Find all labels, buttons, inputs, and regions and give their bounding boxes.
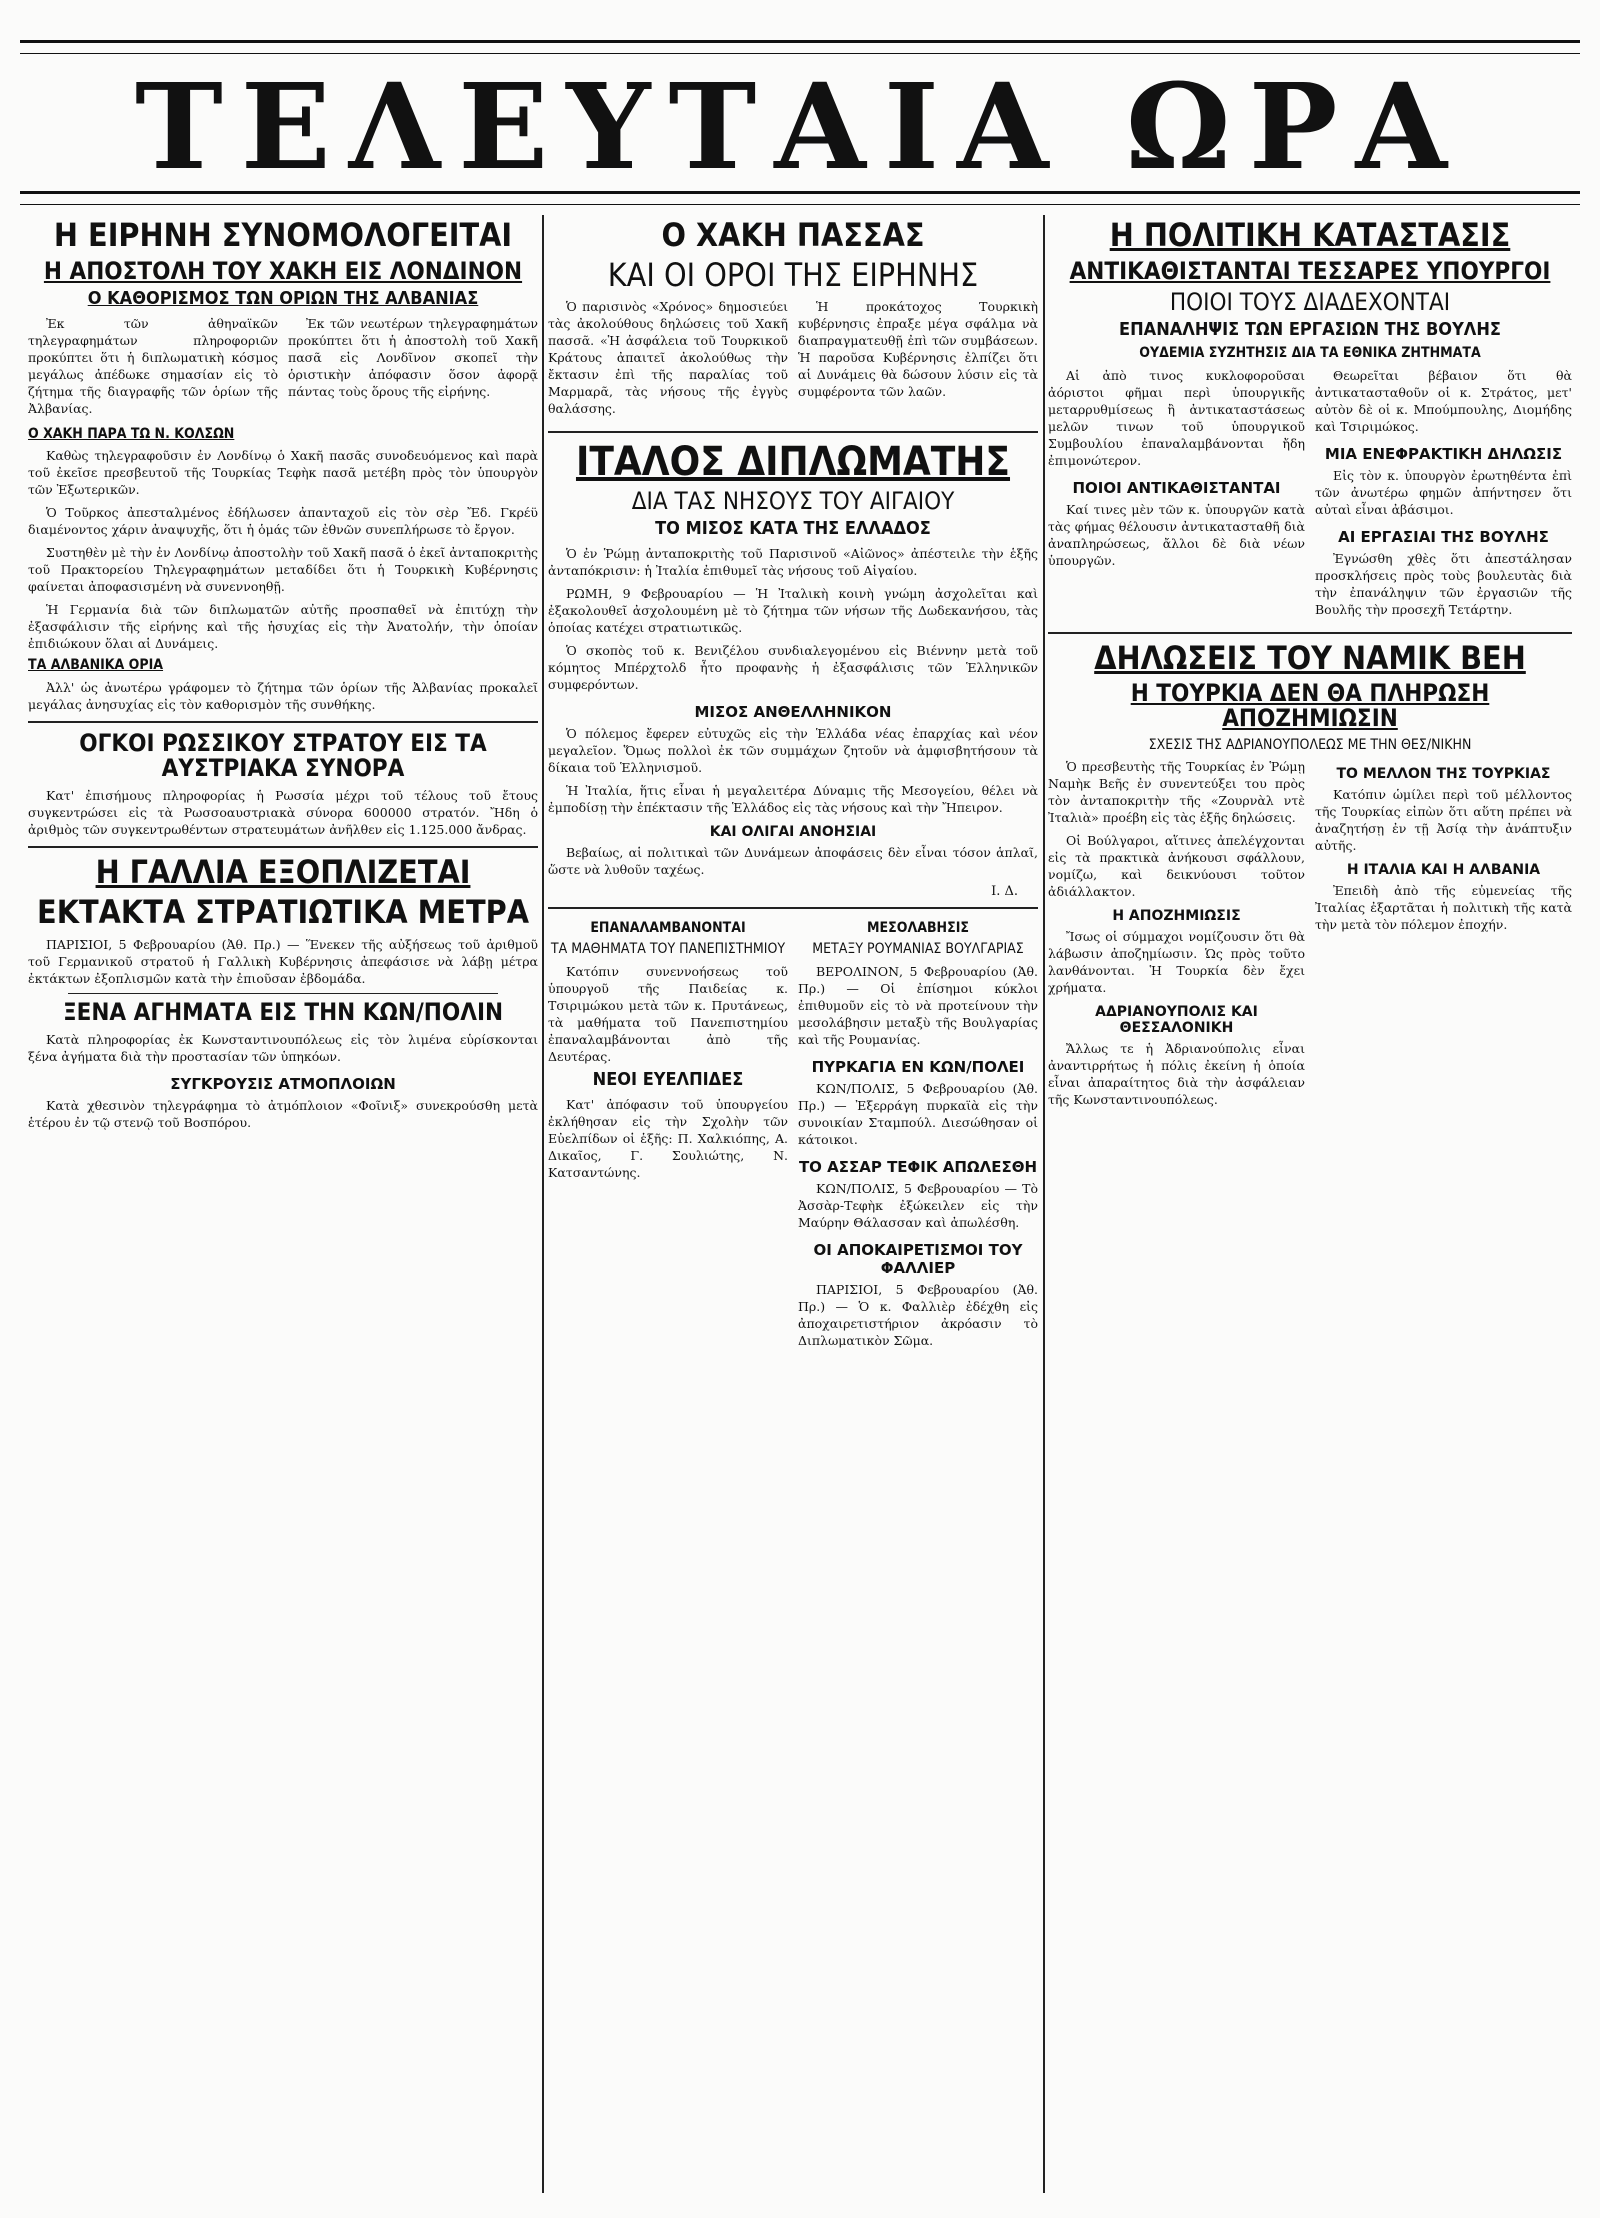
article-paragraph: Θεωρεῖται βέβαιον ὅτι θὰ ἀντικατασταθοῦν οἱ κ. Στράτος, μετ' αὐτὸν δὲ οἱ κ. Μπούμπουλης, Διομήδης καὶ Τσιριμώκος. — [1315, 367, 1572, 434]
section-heading: Η ΑΠΟΖΗΜΙΩΣΙΣ — [1112, 908, 1241, 925]
subheadline: ΤΟ ΜΙΣΟΣ ΚΑΤΑ ΤΗΣ ΕΛΛΑΔΟΣ — [655, 518, 931, 540]
masthead-rule-top — [20, 40, 1580, 54]
section-heading: ΣΥΓΚΡΟΥΣΙΣ ΑΤΜΟΠΛΟΙΩΝ — [170, 1074, 396, 1093]
headline: Η ΕΙΡΗΝΗ ΣΥΝΟΜΟΛΟΓΕΙΤΑΙ — [53, 216, 513, 254]
section-heading: ΜΙΣΟΣ ΑΝΘΕΛΛΗΝΙΚΟΝ — [694, 703, 892, 722]
two-column-block — [28, 315, 538, 423]
article-paragraph: Καθὼς τηλεγραφοῦσιν ἐν Λονδίνῳ ὁ Χακῆ πασᾶς συνοδευόμενος καὶ παρὰ τοῦ ἐκεῖσε πρεσβευτοῦ τῆς Τουρκίας Τεφὴκ πασᾶ μετέβη πρὸς τὸν ὑπουργὸν τῶν Ἐξωτερικῶν. — [28, 448, 538, 498]
section-heading: ΚΑΙ ΟΛΙΓΑΙ ΑΝΟΗΣΙΑΙ — [709, 824, 877, 841]
article-paragraph: Εἰς τὸν κ. ὑπουργὸν ἐρωτηθέντα ἐπὶ τῶν ἀνωτέρω φημῶν ἀπήντησεν ὅτι αὐταὶ εἶναι ἀβάσιμοι. — [1315, 467, 1572, 517]
article-paragraph: Κατ' ἀπόφασιν τοῦ ὑπουργείου ἐκλήθησαν εἰς τὴν Σχολὴν τῶν Εὐελπίδων οἱ ἑξῆς: Π. Χαλκιόπης, Α. Δικαῖος, Γ. Σουλιώτης, Ν. Κατσαντώνης. — [548, 1096, 788, 1180]
headline: ΜΕΣΟΛΑΒΗΣΙΣ — [867, 920, 969, 937]
article-paragraph: Βεβαίως, αἱ πολιτικαὶ τῶν Δυνάμεων ἀποφάσεις δὲν εἶναι τόσον ἁπλαῖ, ὥστε νὰ λυθοῦν ταχέως. — [548, 845, 1038, 878]
column-middle — [548, 215, 1038, 2198]
subheadline: ΣΧΕΣΙΣ ΤΗΣ ΑΔΡΙΑΝΟΥΠΟΛΕΩΣ ΜΕ ΤΗΝ ΘΕΣ/ΝΙΚΗΝ — [1148, 736, 1472, 753]
divider — [28, 846, 538, 848]
article-paragraph: ΠΑΡΙΣΙΟΙ, 5 Φεβρουαρίου (Ἀθ. Πρ.) — Ἕνεκεν τῆς αὐξήσεως τοῦ ἀριθμοῦ τοῦ Γερμανικοῦ στρατοῦ ἡ Γαλλικὴ Κυβέρνησις ἀπεφάσισε νὰ λάβῃ μέτρα ἐκτάκτων ἐξοπλισμῶν κατὰ τὴν ἐπιοῦσαν ἐβδομάδα. — [28, 936, 538, 986]
section-heading: Η ΙΤΑΛΙΑ ΚΑΙ Η ΑΛΒΑΝΙΑ — [1346, 862, 1541, 879]
headline: ΕΚΤΑΚΤΑ ΣΤΡΑΤΙΩΤΙΚΑ ΜΕΤΡΑ — [37, 893, 529, 932]
signature: Ι. Δ. — [991, 884, 1018, 900]
divider — [1048, 632, 1572, 634]
article-paragraph: Κατὰ πληροφορίας ἐκ Κωνσταντινουπόλεως εἰς τὸν λιμένα εὑρίσκονται ξένα ἀγήματα διὰ τὴν προστασίαν τῶν ὑπηκόων. — [28, 1031, 538, 1064]
subheadline: ΔΙΑ ΤΑΣ ΝΗΣΟΥΣ ΤΟΥ ΑΙΓΑΙΟΥ — [631, 487, 955, 516]
divider — [548, 907, 1038, 909]
two-column-block — [1048, 367, 1572, 624]
two-column-block — [548, 298, 1038, 423]
headline: ΔΗΛΩΣΕΙΣ ΤΟΥ ΝΑΜΙΚ ΒΕΗ — [1094, 638, 1526, 677]
masthead-rule-bottom — [20, 191, 1580, 205]
two-column-block — [548, 917, 1038, 1354]
section-heading: ΤΟ ΑΣΣΑΡ ΤΕΦΙΚ ΑΠΩΛΕΣΘΗ — [798, 1157, 1038, 1176]
headline: ΝΕΟΙ ΕΥΕΛΠΙΔΕΣ — [592, 1068, 744, 1090]
article-paragraph: Ἐγνώσθη χθὲς ὅτι ἀπεστάλησαν προσκλήσεις πρὸς τοὺς βουλευτὰς διὰ τὴν ἐπανάληψιν τῶν ἐργασιῶν τῆς Βουλῆς τὴν προσεχῆ Τετάρτην. — [1315, 550, 1572, 617]
article-paragraph: Οἱ Βούλγαροι, αἵτινες ἀπελέγχονται εἰς τὰ πρακτικὰ ἀνήκουσι σφάλλουν, νομίζω, καὶ δεικνύουσι τοῦτον ἀδιάλλακτον. — [1048, 833, 1305, 900]
divider — [28, 721, 538, 723]
headline: ΑΝΤΙΚΑΘΙΣΤΑΝΤΑΙ ΤΕΣΣΑΡΕΣ ΥΠΟΥΡΓΟΙ — [1069, 256, 1551, 285]
article-paragraph: Ἐκ τῶν ἀθηναϊκῶν τηλεγραφημάτων πληροφοριῶν προκύπτει ὅτι ἡ διπλωματικὴ κόσμος μεγάλως ἀπέδωκε σημασίαν εἰς τὸ ζήτημα τῆς διαγραφῆς τῶν ὁρίων τῆς Ἀλβανίας. — [28, 315, 278, 416]
subheadline: ΟΥΔΕΜΙΑ ΣΥΖΗΤΗΣΙΣ ΔΙΑ ΤΑ ΕΘΝΙΚΑ ΖΗΤΗΜΑΤΑ — [1139, 344, 1481, 361]
section-heading: ΠΥΡΚΑΓΙΑ ΕΝ ΚΩΝ/ΠΟΛΕΙ — [811, 1057, 1025, 1076]
subheadline: ΤΑ ΜΑΘΗΜΑΤΑ ΤΟΥ ΠΑΝΕΠΙΣΤΗΜΙΟΥ — [550, 940, 786, 957]
section-heading: ΟΙ ΑΠΟΚΑΙΡΕΤΙΣΜΟΙ ΤΟΥ ΦΑΛΛΙΕΡ — [813, 1240, 1023, 1277]
headline: Η ΤΟΥΡΚΙΑ ΔΕΝ ΘΑ ΠΛΗΡΩΣΗ ΑΠΟΖΗΜΙΩΣΙΝ — [1130, 679, 1490, 733]
article-paragraph: Ἀλλ' ὡς ἀνωτέρω γράφομεν τὸ ζήτημα τῶν ὁρίων τῆς Ἀλβανίας προκαλεῖ μεγάλας ἀνησυχίας εἰς τὸν καθορισμὸν τῆς συνθήκης. — [28, 680, 538, 713]
article-paragraph: Ὁ ἐν Ῥώμῃ ἀνταποκριτὴς τοῦ Παρισινοῦ «Αἰῶνος» ἀπέστειλε τὴν ἑξῆς ἀνταπόκρισιν: ἡ Ἰταλία ἐπιθυμεῖ τὰς νήσους τοῦ Αἰγαίου. — [548, 546, 1038, 579]
article-paragraph: ΚΩΝ/ΠΟΛΙΣ, 5 Φεβρουαρίου — Τὸ Ἀσσὰρ-Τεφὴκ ἐξώκειλεν εἰς τὴν Μαύρην Θάλασσαν καὶ ἀπωλέσθη. — [798, 1180, 1038, 1230]
article-paragraph: Ἄλλως τε ἡ Ἀδριανούπολις εἶναι ἀναντιρρήτως ἡ πόλις ἐκείνη ἡ ὁποία εἶναι ἀπαραίτητος διὰ τὴν ἀσφάλειαν τῆς Κωνσταντινουπόλεως. — [1048, 1041, 1305, 1108]
section-heading: ΤΑ ΑΛΒΑΝΙΚΑ ΟΡΙΑ — [28, 657, 164, 674]
subheadline: ΠΟΙΟΙ ΤΟΥΣ ΔΙΑΔΕΧΟΝΤΑΙ — [1169, 287, 1451, 316]
article-paragraph: Ὁ παρισινὸς «Χρόνος» δημοσιεύει τὰς ἀκολούθους δηλώσεις τοῦ Χακῆ πασσᾶ. «Ἡ ἀσφάλεια τοῦ Τουρκικοῦ Κράτους ἀπαιτεῖ ἀκολούθως τὴν ἔκτασιν ἐπὶ τῆς παραλίας τοῦ Μαρμαρᾶ, τὰς νήσους τῆς ἐγγὺς θαλάσσης. — [548, 299, 788, 417]
two-column-block — [1048, 758, 1572, 1114]
column-divider — [542, 215, 544, 2193]
article-paragraph: ΡΩΜΗ, 9 Φεβρουαρίου — Ἡ Ἰταλικὴ κοινὴ γνώμη ἀσχολεῖται καὶ ἐξακολουθεῖ ἀσχολουμένη μὲ τὸ ζήτημα τῶν νήσων τῆς Δωδεκανήσου, τὰς ὁποίας κατέχει στρατιωτικῶς. — [548, 586, 1038, 636]
article-paragraph: ΠΑΡΙΣΙΟΙ, 5 Φεβρουαρίου (Ἀθ. Πρ.) — Ὁ κ. Φαλλιὲρ ἐδέχθη εἰς ἀποχαιρετιστήριον ἀκρόασιν τὸ Διπλωματικὸν Σῶμα. — [798, 1281, 1038, 1348]
headline: Η ΑΠΟΣΤΟΛΗ ΤΟΥ ΧΑΚΗ ΕΙΣ ΛΟΝΔΙΝΟΝ — [43, 256, 523, 285]
section-heading: ΤΟ ΜΕΛΛΟΝ ΤΗΣ ΤΟΥΡΚΙΑΣ — [1336, 766, 1551, 783]
headline: Ο ΧΑΚΗ ΠΑΣΣΑΣ — [661, 216, 925, 254]
headline: ΟΓΚΟΙ ΡΩΣΣΙΚΟΥ ΣΤΡΑΤΟΥ ΕΙΣ ΤΑ ΑΥΣΤΡΙΑΚΑ ΣΥΝΟΡΑ — [79, 729, 487, 783]
article-paragraph: Ἐκ τῶν νεωτέρων τηλεγραφημάτων προκύπτει ὅτι ἡ ἀποστολὴ τοῦ Χακῆ πασᾶ εἰς Λονδῖνον σκοπεῖ τὴν ὁριστικὴν ἀπόφασιν ὅσον ἀφορᾷ πάντας τοὺς ὅρους τῆς εἰρήνης. — [288, 315, 538, 399]
divider — [68, 993, 498, 994]
section-heading: ΜΙΑ ΕΝΕΦΡΑΚΤΙΚΗ ΔΗΛΩΣΙΣ — [1324, 444, 1563, 463]
column-right — [1048, 215, 1572, 2198]
column-divider — [1043, 215, 1045, 2193]
article-paragraph: Ἡ Ἰταλία, ἥτις εἶναι ἡ μεγαλειτέρα Δύναμις τῆς Μεσογείου, θέλει νὰ ἐμποδίσῃ τὴν ἐπέκτασιν τῆς Ἑλλάδος εἰς τὰς νήσους καὶ τὴν Ἤπειρον. — [548, 783, 1038, 816]
article-paragraph: Ἡ Γερμανία διὰ τῶν διπλωματῶν αὐτῆς προσπαθεῖ νὰ ἐπιτύχῃ τὴν ἐξασφάλισιν τῆς εἰρήνης καὶ τῆς ἡσυχίας εἰς τὴν Ἀνατολήν, τὴν ὁποίαν ἐπιδιώκουν ὅλαι αἱ Δυνάμεις. — [28, 602, 538, 652]
article-paragraph: Κατὰ χθεσινὸν τηλεγράφημα τὸ ἀτμόπλοιον «Φοῖνιξ» συνεκρούσθη μετὰ ἑτέρου ἐν τῷ στενῷ τοῦ Βοσπόρου. — [28, 1097, 538, 1130]
article-paragraph: ΒΕΡΟΛΙΝΟΝ, 5 Φεβρουαρίου (Ἀθ. Πρ.) — Οἱ ἐπίσημοι κύκλοι ἐπιθυμοῦν εἰς τὸ νὰ προτείνουν τὴν μεσολάβησιν μεταξὺ τῆς Βουλγαρίας καὶ τῆς Ρουμανίας. — [798, 963, 1038, 1047]
article-paragraph: Ἡ προκάτοχος Τουρκικὴ κυβέρνησις ἐπραξε μέγα σφάλμα νὰ διαπραγματευθῇ ἐπὶ τῶν συμβάσεων. Ἡ παροῦσα Κυβέρνησις ἐλπίζει ὅτι αἱ Δυνάμεις θὰ δώσουν λύσιν εἰς τὰ συμφέροντα τῶν λαῶν. — [798, 299, 1038, 400]
article-paragraph: Αἱ ἀπὸ τινος κυκλοφοροῦσαι ἀόριστοι φῆμαι περὶ ὑπουργικῆς μεταρρυθμίσεως ἢ ἀντικαταστάσεως μελῶν τινων τοῦ ὑπουργικοῦ Συμβουλίου ἐπαναλαμβάνονται ἤδη ἐπιμονώτερον. — [1048, 367, 1305, 468]
section-heading: ΑΙ ΕΡΓΑΣΙΑΙ ΤΗΣ ΒΟΥΛΗΣ — [1338, 527, 1549, 546]
headline: Η ΠΟΛΙΤΙΚΗ ΚΑΤΑΣΤΑΣΙΣ — [1109, 216, 1511, 254]
article-paragraph: Ὁ σκοπὸς τοῦ κ. Βενιζέλου συνδιαλεγομένου εἰς Βιέννην μετὰ τοῦ κόμητος Μπέρχτολδ ἦτο προφανὴς ἡ ἐξασφάλισις τῶν Ἑλληνικῶν συμφερόντων. — [548, 643, 1038, 693]
subheadline: ΚΑΙ ΟΙ ΟΡΟΙ ΤΗΣ ΕΙΡΗΝΗΣ — [607, 255, 979, 294]
article-paragraph: ΚΩΝ/ΠΟΛΙΣ, 5 Φεβρουαρίου (Ἀθ. Πρ.) — Ἐξερράγη πυρκαϊὰ εἰς τὴν συνοικίαν Σταμπούλ. Διεσώθησαν οἱ κάτοικοι. — [798, 1080, 1038, 1147]
article-paragraph: Ἐπειδὴ ἀπὸ τῆς εὐμενείας τῆς Ἰταλίας ἐξαρτᾶται ἡ πολιτικὴ τῆς κατὰ τὴν μετὰ τὸν πόλεμον ἐποχήν. — [1315, 883, 1572, 933]
headline: Η ΓΑΛΛΙΑ ΕΞΟΠΛΙΖΕΤΑΙ — [95, 853, 471, 892]
article-paragraph: Ὁ Τοῦρκος ἀπεσταλμένος ἐδήλωσεν ἀπανταχοῦ εἰς τὸν σὲρ Ἔδ. Γκρέϋ διαμένοντος χάριν ἀναψυχῆς, ὅτι ἡ ὁμάς τῶν ἐθνῶν συνεπλήρωσε τὸ ἔργον. — [28, 505, 538, 538]
section-heading: ΑΔΡΙΑΝΟΥΠΟΛΙΣ ΚΑΙ ΘΕΣΣΑΛΟΝΙΚΗ — [1095, 1004, 1258, 1037]
subheadline: Ο ΚΑΘΟΡΙΣΜΟΣ ΤΩΝ ΟΡΙΩΝ ΤΗΣ ΑΛΒΑΝΙΑΣ — [87, 287, 479, 309]
article-paragraph: Κατ' ἐπισήμους πληροφορίας ἡ Ρωσσία μέχρι τοῦ τέλους τοῦ ἔτους συγκεντρώσει εἰς τὰ Ρωσσοαυστριακὰ σύνορα 600000 στρατόν. Ἤδη ὁ ἀριθμὸς τῶν συγκεντρωθέντων στρατευμάτων ἀνῆλθεν εἰς 1.125.000 ἄνδρας. — [28, 788, 538, 838]
section-heading: Ο ΧΑΚΗ ΠΑΡΑ ΤΩ Ν. ΚΟΛΣΩΝ — [28, 425, 235, 442]
section-heading: ΠΟΙΟΙ ΑΝΤΙΚΑΘΙΣΤΑΝΤΑΙ — [1072, 478, 1281, 497]
headline: ΞΕΝΑ ΑΓΗΜΑΤΑ ΕΙΣ ΤΗΝ ΚΩΝ/ΠΟΛΙΝ — [62, 997, 504, 1026]
headline: ΙΤΑΛΟΣ ΔΙΠΛΩΜΑΤΗΣ — [575, 439, 1011, 486]
article-paragraph: Καί τινες μὲν τῶν κ. ὑπουργῶν κατὰ τὰς φήμας θέλουσιν ἀντικατασταθῆ διὰ ἀναπληρώσεως, ἄλλοι δὲ διὰ νέων ὑπουργῶν. — [1048, 501, 1305, 568]
article-paragraph: Ὁ πρεσβευτὴς τῆς Τουρκίας ἐν Ῥώμῃ Ναμὴκ Βεῆς ἐν συνεντεύξει του πρὸς τὸν ἀνταποκριτὴν τῆς «Ζουρνὰλ ντὲ Ἰταλιὰ» προέβη εἰς τὰς ἑξῆς δηλώσεις. — [1048, 759, 1305, 826]
headline: ΕΠΑΝΑΛΑΜΒΑΝΟΝΤΑΙ — [590, 920, 746, 937]
masthead — [20, 40, 1580, 205]
article-paragraph: Συστηθὲν μὲ τὴν ἐν Λονδίνῳ ἀποστολὴν τοῦ Χακῆ πασᾶ ὁ ἐκεῖ ἀνταποκριτὴς τοῦ Πρακτορείου Τηλεγραφημάτων μεταδίδει ὅτι ἡ Τουρκικὴ Κυβέρνησις φαίνεται ἀποφασισμένη νὰ συνεννοηθῇ. — [28, 545, 538, 595]
article-paragraph: Ἴσως οἱ σύμμαχοι νομίζουσιν ὅτι θὰ λάβωσιν ἀποζημίωσιν. Ὡς πρὸς τοῦτο λανθάνονται. Ἡ Τουρκία δὲν ἔχει χρήματα. — [1048, 929, 1305, 996]
masthead-title: ΤΕΛΕΥΤΑΙΑ ΩΡΑ — [135, 57, 1465, 196]
divider — [548, 431, 1038, 433]
article-paragraph: Κατόπιν ὡμίλει περὶ τοῦ μέλλοντος τῆς Τουρκίας εἰπὼν ὅτι αὕτη πρέπει νὰ ἀναζητήσῃ ἐν τῇ Ἀσίᾳ τὴν ἀνάπτυξιν αὐτῆς. — [1315, 787, 1572, 854]
article-paragraph: Κατόπιν συνεννοήσεως τοῦ ὑπουργοῦ τῆς Παιδείας κ. Τσιριμώκου μετὰ τῶν κ. Πρυτάνεως, τὰ μαθήματα τοῦ Πανεπιστημίου ἐπαναλαμβάνονται ἀπὸ τῆς Δευτέρας. — [548, 963, 788, 1064]
subheadline: ΕΠΑΝΑΛΗΨΙΣ ΤΩΝ ΕΡΓΑΣΙΩΝ ΤΗΣ ΒΟΥΛΗΣ — [1119, 318, 1501, 340]
article-paragraph: Ὁ πόλεμος ἔφερεν εὐτυχῶς εἰς τὴν Ἑλλάδα νέας ἐπαρχίας καὶ νέον μεγαλεῖον. Ὅμως πολλοὶ ἐκ τῶν συμμάχων ζητοῦν νὰ ἀμφισβητήσουν τὰ δίκαια τοῦ Ἑλληνισμοῦ. — [548, 726, 1038, 776]
subheadline: ΜΕΤΑΞΥ ΡΟΥΜΑΝΙΑΣ ΒΟΥΛΓΑΡΙΑΣ — [812, 940, 1024, 957]
column-left — [28, 215, 538, 2198]
